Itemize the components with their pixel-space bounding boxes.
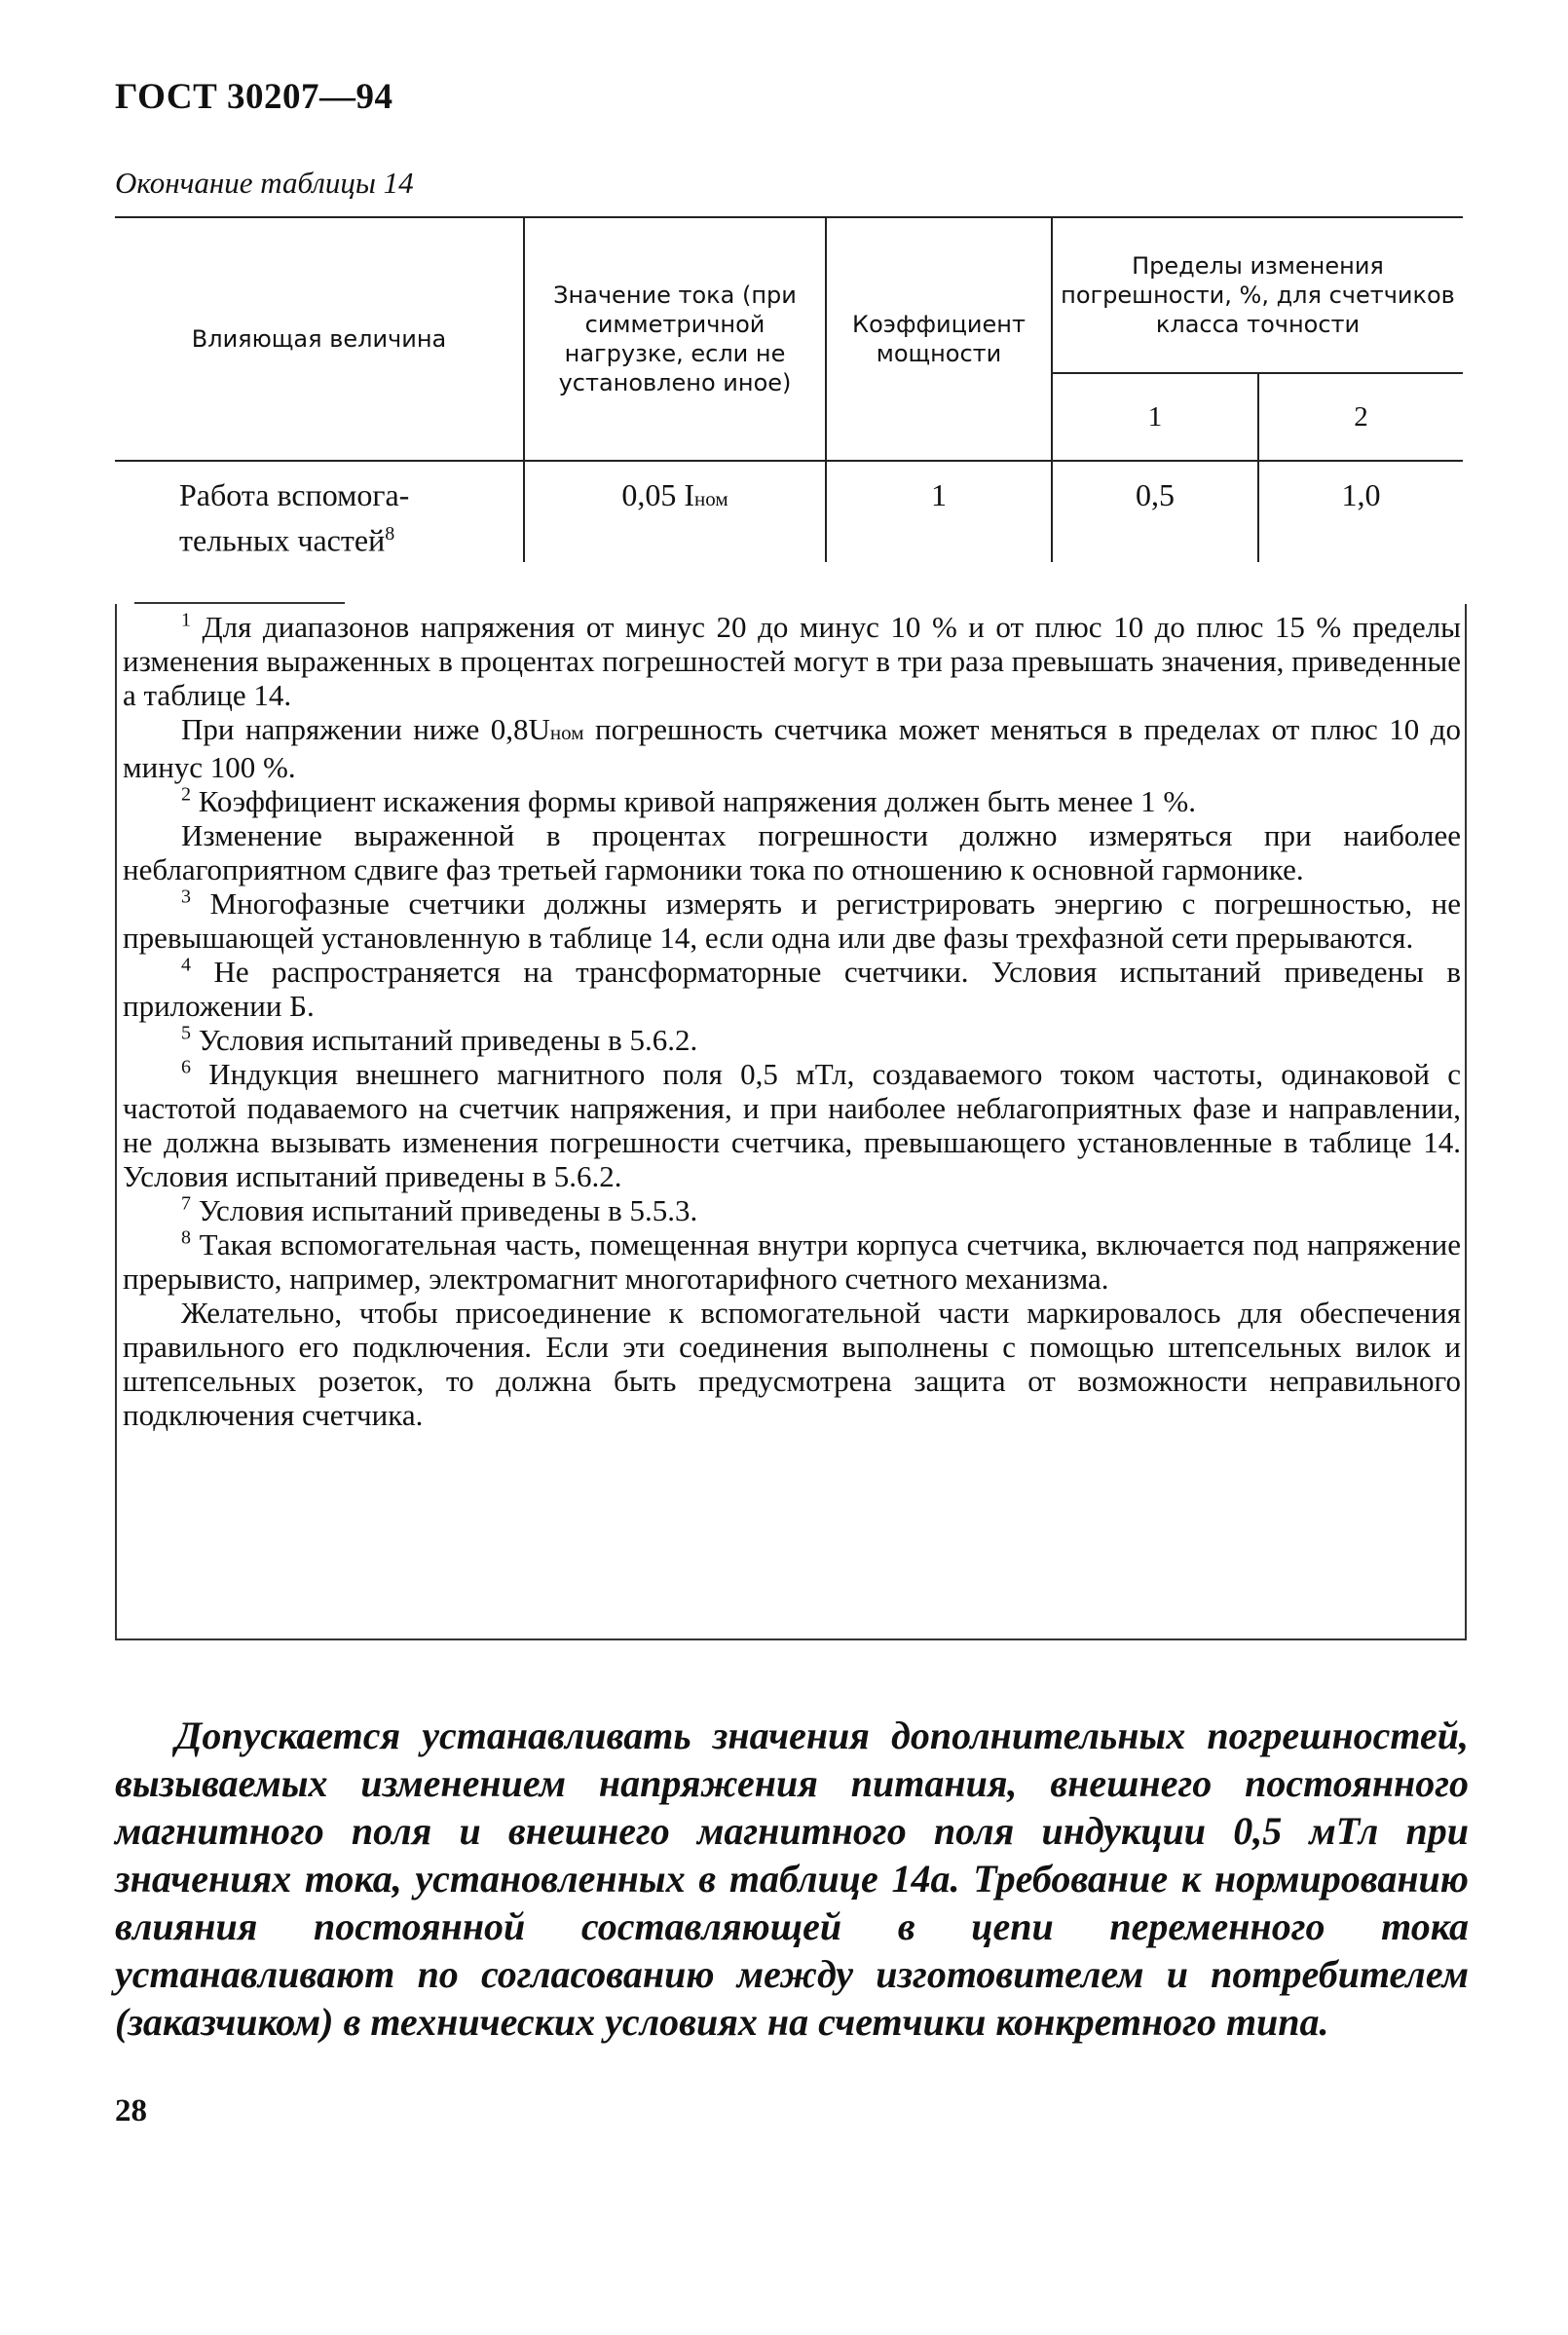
footnote-2 bbox=[123, 784, 1461, 818]
footnote-text: Не распространяется на трансформаторные счетчики. Условия испытаний приведены в приложении Б. bbox=[123, 955, 1461, 1023]
footnote-marker: 1 bbox=[181, 609, 191, 631]
cell-influence-line2: тельных частей bbox=[179, 522, 386, 558]
header-class-2: 2 bbox=[1258, 373, 1463, 461]
footnotes bbox=[123, 610, 1461, 1432]
footnote-8-cont: Желательно, чтобы присоединение к вспомогательной части маркировалось для обеспечения правильного его подключения. Если эти соединения выполнены с помощью штепсельных вилок и штепсельных розеток, то должна быть предусмотрена защита от возможности неправильного подключения счетчика. bbox=[123, 1296, 1461, 1432]
footnote-text: Такая вспомогательная часть, помещенная внутри корпуса счетчика, включается под напряжение прерывисто, например, электромагнит многотарифного счетного механизма. bbox=[123, 1227, 1461, 1296]
header-current: Значение тока (при симметричной нагрузке, если не установлено иное) bbox=[524, 217, 826, 461]
footnote-text: Многофазные счетчики должны измерять и регистрировать энергию с погрешностью, не превышающей установленную в таблице 14, если одна или две фазы трехфазной сети прерываются. bbox=[123, 886, 1462, 955]
footnote-marker: 7 bbox=[181, 1192, 191, 1215]
footnote-marker: 8 bbox=[181, 1226, 191, 1249]
table-caption: Окончание таблицы 14 bbox=[115, 166, 414, 200]
cell-influence bbox=[115, 461, 524, 562]
footnote-text: Индукция внешнего магнитного поля 0,5 мТл, создаваемого током частоты, одинаковой с частотой подаваемого на счетчик напряжения, и при наиболее неблагоприятных фазе и направлении, не должна вызывать изменения погрешности счетчика, превышающего установленные в таблице 14. Условия испытаний приведены в 5.6.2. bbox=[123, 1057, 1462, 1193]
cell-current bbox=[524, 461, 826, 562]
page-number: 28 bbox=[115, 2093, 147, 2128]
footnote-marker: 6 bbox=[181, 1056, 191, 1078]
footnote-sub: ном bbox=[549, 721, 584, 744]
footnote-2-cont: Изменение выраженной в процентах погрешности должно измеряться при наиболее неблагоприятном сдвиге фаз третьей гармоники тока по отношению к основной гармонике. bbox=[123, 818, 1461, 886]
header-class-1: 1 bbox=[1052, 373, 1258, 461]
footnote-1 bbox=[123, 610, 1461, 712]
footnote-text: Для диапазонов напряжения от минус 20 до минус 10 % и от плюс 10 до плюс 15 % пределы изменения выраженных в процентах погрешностей могут в три раза превышать значения, приведенные а таблице 14. bbox=[123, 610, 1462, 712]
footnote-text: Условия испытаний приведены в 5.6.2. bbox=[198, 1023, 698, 1057]
document-title: ГОСТ 30207—94 bbox=[115, 77, 393, 117]
footnote-marker: 4 bbox=[181, 954, 191, 976]
footnote-text: погрешность счетчика может меняться в пределах от плюс 10 до минус 100 %. bbox=[123, 712, 1461, 784]
cell-class-2: 1,0 bbox=[1258, 461, 1463, 562]
amendment-text bbox=[115, 1712, 1469, 2046]
footnote-4 bbox=[123, 955, 1461, 1023]
footnote-text: Условия испытаний приведены в 5.5.3. bbox=[198, 1193, 698, 1227]
footnote-marker: 3 bbox=[181, 885, 191, 908]
footnote-8 bbox=[123, 1227, 1461, 1296]
header-power-factor: Коэффициент мощности bbox=[826, 217, 1052, 461]
table-14-end bbox=[115, 216, 1463, 562]
cell-current-value: 0,05 I bbox=[621, 477, 694, 512]
footnote-1-cont bbox=[123, 712, 1461, 784]
footnote-ref-8: 8 bbox=[385, 523, 395, 545]
footnote-5 bbox=[123, 1023, 1461, 1057]
cell-current-sub: ном bbox=[694, 487, 728, 510]
footnote-7 bbox=[123, 1193, 1461, 1227]
footnote-marker: 2 bbox=[181, 783, 191, 806]
header-influence: Влияющая величина bbox=[115, 217, 524, 461]
footnote-marker: 5 bbox=[181, 1022, 191, 1044]
footnote-3 bbox=[123, 886, 1461, 955]
footnote-text: Коэффициент искажения формы кривой напряжения должен быть менее 1 %. bbox=[198, 784, 1196, 818]
footnote-text: При напряжении ниже 0,8U bbox=[181, 712, 550, 746]
table-row bbox=[115, 461, 1463, 562]
cell-influence-line1: Работа вспомога- bbox=[179, 477, 410, 512]
cell-power-factor: 1 bbox=[826, 461, 1052, 562]
header-error-limits: Пределы изменения погрешности, %, для счетчиков класса точности bbox=[1052, 217, 1463, 373]
amendment-paragraph: Допускается устанавливать значения дополнительных погрешностей, вызываемых изменением напряжения питания, внешнего постоянного магнитного поля и внешнего магнитного поля индукции 0,5 мТл при значениях тока, установленных в таблице 14а. Требование к нормированию влияния постоянной составляющей в цепи переменного тока устанавливают по согласованию между изготовителем и потребителем (заказчиком) в технических условиях на счетчики конкретного типа. bbox=[115, 1714, 1469, 2044]
cell-class-1: 0,5 bbox=[1052, 461, 1258, 562]
footnote-6 bbox=[123, 1057, 1461, 1193]
